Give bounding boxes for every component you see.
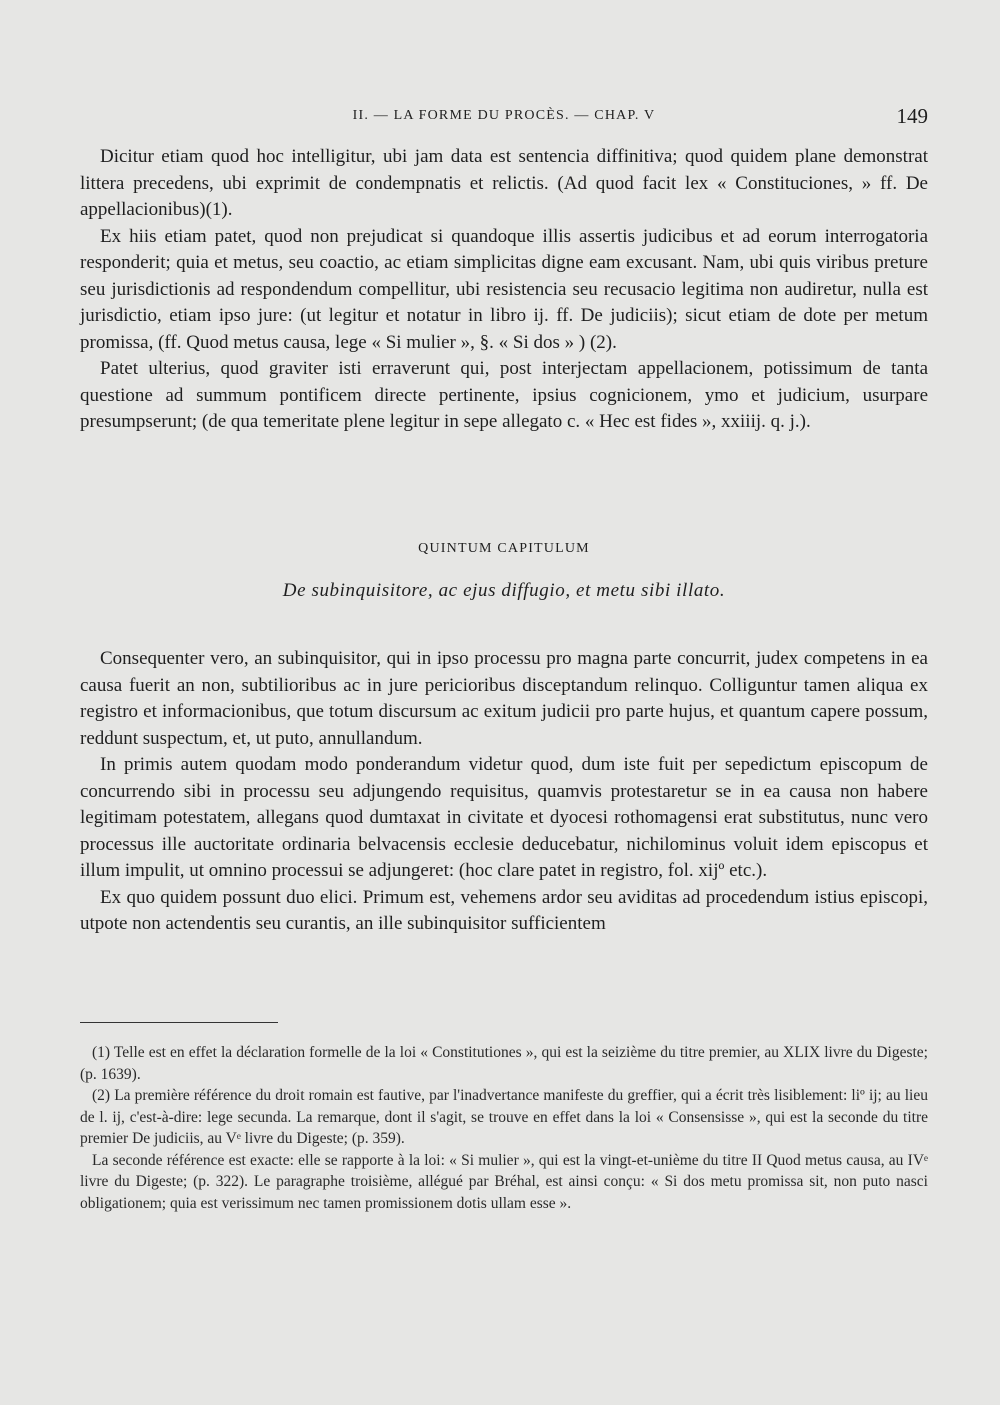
paragraph: Dicitur etiam quod hoc intelligitur, ubi jam data est sentencia diffinitiva; quod quidem plane demonstrat littera precedens, ubi exprimit de condempnatis et relictis. (Ad quod facit lex « Constituciones, » ff. De appellacionibus)(1). bbox=[80, 146, 928, 220]
footnote-divider bbox=[80, 1022, 278, 1023]
chapter-title: QUINTUM CAPITULUM bbox=[418, 541, 590, 556]
footnotes bbox=[80, 1042, 928, 1214]
paragraph: Consequenter vero, an subinquisitor, qui in ipso processu pro magna parte concurrit, judex competens in ea causa fuerit an non, subtilioribus ac in jure pericioribus disceptandum relinquo. Colliguntur tamen aliqua ex registro et informacionibus, que totum discursum ac exitum judicii pro parte hujus, et quantum capere possum, reddunt suspectum, et, ut puto, annullandum. bbox=[80, 648, 928, 749]
footnote: La seconde référence est exacte: elle se rapporte à la loi: « Si mulier », qui est la vingt-et-unième du titre II Quod metus causa, au IVᵉ livre du Digeste; (p. 322). Le paragraphe troisième, allégué par Bréhal, est ainsi conçu: « Si dos metu promissa sit, non puto nasci obligationem; quia est verissimum nec tamen promissionem dotis ullam esse ». bbox=[80, 1151, 928, 1212]
body-text-bottom bbox=[80, 646, 928, 938]
footnote: (1) Telle est en effet la déclaration formelle de la loi « Constitutiones », qui est la seizième du titre premier, au XLIX livre du Digeste; (p. 1639). bbox=[80, 1044, 928, 1083]
paragraph: Ex hiis etiam patet, quod non prejudicat si quandoque illis assertis judicibus et ad eorum interrogatoria responderit; quia et metus, seu coactio, ac etiam simplicitas digne eam excusant. Nam, ubi quis viribus preture seu jurisdictionis ad respondendum compellitur, ubi resistencia seu recusacio legitima non audiretur, nulla est jurisdictio, etiam ipso jure: (ut legitur et notatur in libro ij. ff. De judiciis); sicut etiam de dote per metum promissa, (ff. Quod metus causa, lege « Si mulier », §. « Si dos » ) (2). bbox=[80, 225, 928, 353]
page-header bbox=[80, 104, 928, 128]
paragraph: In primis autem quodam modo ponderandum videtur quod, dum iste fuit per sepedictum episcopum de concurrendo sibi in processu seu adjungendo requisitus, quamvis protestaretur se in ea causa non habere legitimam potestatem, allegans quod dumtaxat in civitate et dyocesi rothomagensi erat substitutus, nunc vero processus ille auctoritate ordinaria belvacensis ecclesie deducebatur, nichilominus voluit idem episcopus et illum impulit, ut omnino processui se adjungeret: (hoc clare patet in registro, fol. xijº etc.). bbox=[80, 754, 928, 881]
paragraph: Patet ulterius, quod graviter isti erraverunt qui, post interjectam appellacionem, potissimum de tanta questione ad summum pontificem directe pertinente, ipsius cognicionem, ymo et judicium, usurpare presumpserunt; (de qua temeritate plene legitur in sepe allegato c. « Hec est fides », xxiiij. q. j.). bbox=[80, 358, 928, 432]
chapter-subtitle: De subinquisitore, ac ejus diffugio, et metu sibi illato. bbox=[282, 580, 726, 601]
footnote: (2) La première référence du droit romain est fautive, par l'inadvertance manifeste du greffier, qui a écrit très lisiblement: liº ij; au lieu de l. ij, c'est-à-dire: lege secunda. La remarque, dont il s'agit, se trouve en effet dans la loi « Consensisse », qui est la seconde du titre premier De judiciis, au Vᵉ livre du Digeste; (p. 359). bbox=[80, 1087, 928, 1147]
paragraph: Ex quo quidem possunt duo elici. Primum est, vehemens ardor seu aviditas ad procedendum istius episcopi, utpote non actendentis seu curantis, an ille subinquisitor sufficientem bbox=[80, 886, 928, 934]
body-text-top bbox=[80, 144, 928, 436]
running-title: II. — LA FORME DU PROCÈS. — CHAP. V bbox=[352, 108, 656, 123]
page-number: 149 bbox=[896, 104, 928, 128]
